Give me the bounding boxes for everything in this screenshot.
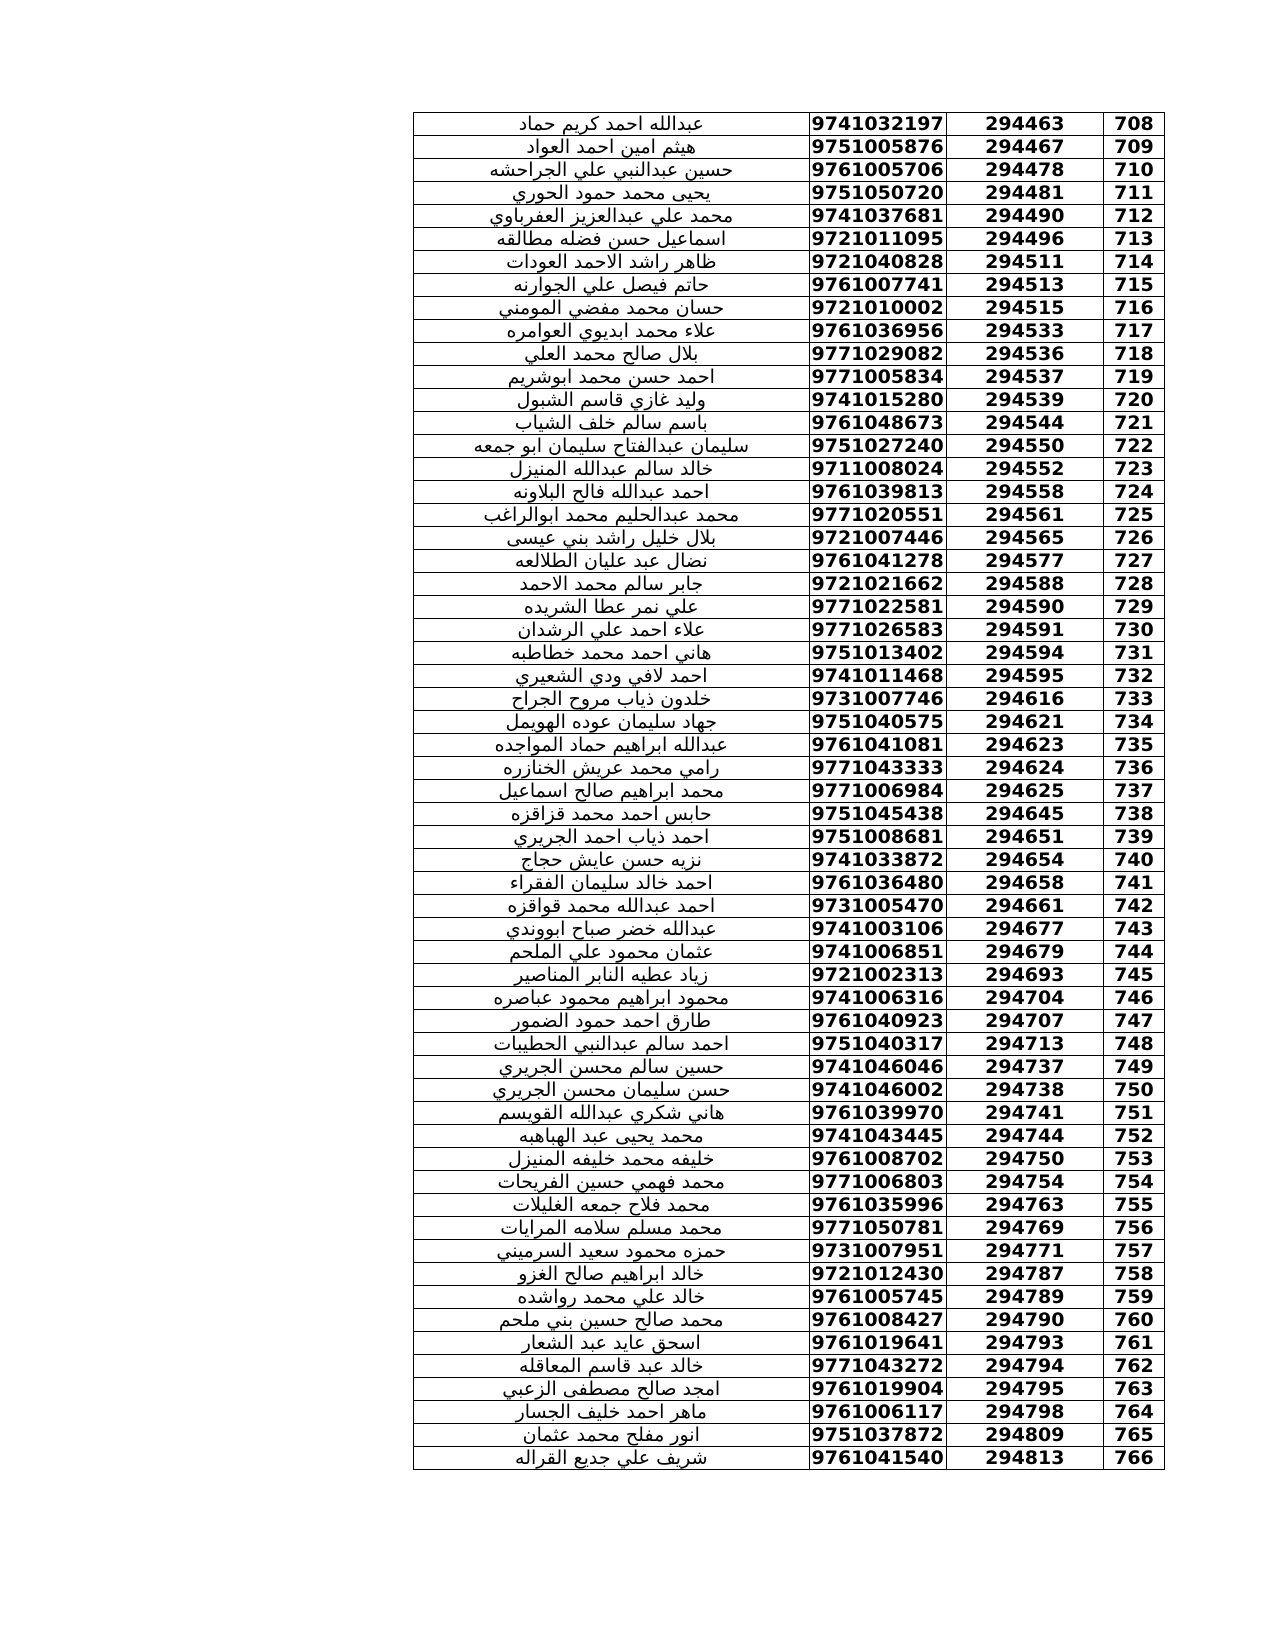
sequence-number-cell: 716 — [1103, 297, 1164, 320]
national-id-cell: 9771006803 — [809, 1171, 946, 1194]
national-id-cell: 9761040923 — [809, 1010, 946, 1033]
sequence-number-cell: 709 — [1103, 136, 1164, 159]
sequence-number-cell: 728 — [1103, 573, 1164, 596]
table-row — [414, 458, 1165, 481]
record-code-cell: 294654 — [946, 849, 1103, 872]
record-code-cell: 294616 — [946, 688, 1103, 711]
person-name-cell: حسين سالم محسن الجريري — [414, 1056, 810, 1079]
sequence-number-cell: 719 — [1103, 366, 1164, 389]
sequence-number-cell: 727 — [1103, 550, 1164, 573]
table-row — [414, 826, 1165, 849]
table-row — [414, 964, 1165, 987]
table-row — [414, 1286, 1165, 1309]
table-row — [414, 1171, 1165, 1194]
national-id-cell: 9761005706 — [809, 159, 946, 182]
sequence-number-cell: 755 — [1103, 1194, 1164, 1217]
sequence-number-cell: 748 — [1103, 1033, 1164, 1056]
table-row — [414, 1309, 1165, 1332]
national-id-cell: 9761006117 — [809, 1401, 946, 1424]
table-row — [414, 1010, 1165, 1033]
national-id-cell: 9721012430 — [809, 1263, 946, 1286]
record-code-cell: 294577 — [946, 550, 1103, 573]
record-code-cell: 294496 — [946, 228, 1103, 251]
sequence-number-cell: 733 — [1103, 688, 1164, 711]
person-name-cell: احمد لافي ودي الشعيري — [414, 665, 810, 688]
sequence-number-cell: 753 — [1103, 1148, 1164, 1171]
person-name-cell: محمد علي عبدالعزيز العفرباوي — [414, 205, 810, 228]
national-id-cell: 9771020551 — [809, 504, 946, 527]
person-name-cell: محمد فلاح جمعه الغليلات — [414, 1194, 810, 1217]
national-id-cell: 9761008702 — [809, 1148, 946, 1171]
table-row — [414, 297, 1165, 320]
table-row — [414, 596, 1165, 619]
table-row — [414, 1056, 1165, 1079]
national-id-cell: 9771022581 — [809, 596, 946, 619]
table-row — [414, 1263, 1165, 1286]
record-code-cell: 294763 — [946, 1194, 1103, 1217]
sequence-number-cell: 739 — [1103, 826, 1164, 849]
national-id-cell: 9761008427 — [809, 1309, 946, 1332]
person-name-cell: زياد عطيه النابر المناصير — [414, 964, 810, 987]
table-row — [414, 734, 1165, 757]
table-row — [414, 1217, 1165, 1240]
record-code-cell: 294624 — [946, 757, 1103, 780]
national-id-cell: 9771050781 — [809, 1217, 946, 1240]
person-name-cell: طارق احمد حمود الضمور — [414, 1010, 810, 1033]
national-id-cell: 9741037681 — [809, 205, 946, 228]
table-row — [414, 1033, 1165, 1056]
person-name-cell: علاء محمد ابديوي العوامره — [414, 320, 810, 343]
record-code-cell: 294478 — [946, 159, 1103, 182]
table-row — [414, 113, 1165, 136]
table-row — [414, 1378, 1165, 1401]
table-row — [414, 941, 1165, 964]
national-id-cell: 9711008024 — [809, 458, 946, 481]
sequence-number-cell: 720 — [1103, 389, 1164, 412]
person-name-cell: محمد ابراهيم صالح اسماعيل — [414, 780, 810, 803]
sequence-number-cell: 729 — [1103, 596, 1164, 619]
person-name-cell: جهاد سليمان عوده الهويمل — [414, 711, 810, 734]
person-name-cell: حسان محمد مفضي المومني — [414, 297, 810, 320]
national-id-cell: 9741006316 — [809, 987, 946, 1010]
sequence-number-cell: 711 — [1103, 182, 1164, 205]
sequence-number-cell: 741 — [1103, 872, 1164, 895]
national-id-cell: 9751040317 — [809, 1033, 946, 1056]
record-code-cell: 294565 — [946, 527, 1103, 550]
person-name-cell: ماهر احمد خليف الجسار — [414, 1401, 810, 1424]
record-code-cell: 294625 — [946, 780, 1103, 803]
record-code-cell: 294661 — [946, 895, 1103, 918]
table-row — [414, 642, 1165, 665]
record-code-cell: 294621 — [946, 711, 1103, 734]
sequence-number-cell: 759 — [1103, 1286, 1164, 1309]
sequence-number-cell: 749 — [1103, 1056, 1164, 1079]
record-code-cell: 294544 — [946, 412, 1103, 435]
table-row — [414, 711, 1165, 734]
national-id-cell: 9751040575 — [809, 711, 946, 734]
sequence-number-cell: 764 — [1103, 1401, 1164, 1424]
person-name-cell: نضال عبد عليان الطلالعه — [414, 550, 810, 573]
table-row — [414, 182, 1165, 205]
sequence-number-cell: 736 — [1103, 757, 1164, 780]
sequence-number-cell: 718 — [1103, 343, 1164, 366]
person-name-cell: علاء احمد علي الرشدان — [414, 619, 810, 642]
national-id-cell: 9771006984 — [809, 780, 946, 803]
sequence-number-cell: 756 — [1103, 1217, 1164, 1240]
sequence-number-cell: 762 — [1103, 1355, 1164, 1378]
national-id-cell: 9761005745 — [809, 1286, 946, 1309]
national-id-cell: 9761036956 — [809, 320, 946, 343]
sequence-number-cell: 730 — [1103, 619, 1164, 642]
record-code-cell: 294645 — [946, 803, 1103, 826]
person-name-cell: حابس احمد محمد قزاقزه — [414, 803, 810, 826]
national-id-cell: 9741003106 — [809, 918, 946, 941]
person-name-cell: يحيى محمد حمود الحوري — [414, 182, 810, 205]
national-id-cell: 9721010002 — [809, 297, 946, 320]
sequence-number-cell: 732 — [1103, 665, 1164, 688]
national-id-cell: 9751050720 — [809, 182, 946, 205]
person-name-cell: امجد صالح مصطفى الزعبي — [414, 1378, 810, 1401]
record-code-cell: 294704 — [946, 987, 1103, 1010]
table-row — [414, 573, 1165, 596]
person-name-cell: احمد خالد سليمان الفقراء — [414, 872, 810, 895]
person-name-cell: احمد عبدالله فالح البلاونه — [414, 481, 810, 504]
national-id-cell: 9721021662 — [809, 573, 946, 596]
person-name-cell: حسن سليمان محسن الجريري — [414, 1079, 810, 1102]
sequence-number-cell: 717 — [1103, 320, 1164, 343]
national-id-cell: 9761041540 — [809, 1447, 946, 1470]
table-row — [414, 1424, 1165, 1447]
national-id-cell: 9761036480 — [809, 872, 946, 895]
table-row — [414, 504, 1165, 527]
national-id-cell: 9761007741 — [809, 274, 946, 297]
record-code-cell: 294769 — [946, 1217, 1103, 1240]
record-code-cell: 294707 — [946, 1010, 1103, 1033]
record-code-cell: 294744 — [946, 1125, 1103, 1148]
record-code-cell: 294789 — [946, 1286, 1103, 1309]
sequence-number-cell: 712 — [1103, 205, 1164, 228]
table-row — [414, 550, 1165, 573]
record-code-cell: 294590 — [946, 596, 1103, 619]
record-code-cell: 294651 — [946, 826, 1103, 849]
person-name-cell: حسين عبدالنبي علي الجراحشه — [414, 159, 810, 182]
table-row — [414, 228, 1165, 251]
person-name-cell: رامي محمد عريش الخنازره — [414, 757, 810, 780]
national-id-cell: 9761019904 — [809, 1378, 946, 1401]
record-code-cell: 294561 — [946, 504, 1103, 527]
national-id-cell: 9771005834 — [809, 366, 946, 389]
table-row — [414, 320, 1165, 343]
person-name-cell: محمد مسلم سلامه المرايات — [414, 1217, 810, 1240]
table-row — [414, 803, 1165, 826]
person-name-cell: خالد علي محمد رواشده — [414, 1286, 810, 1309]
sequence-number-cell: 751 — [1103, 1102, 1164, 1125]
national-id-cell: 9741006851 — [809, 941, 946, 964]
record-code-cell: 294677 — [946, 918, 1103, 941]
national-id-cell: 9761041278 — [809, 550, 946, 573]
national-id-cell: 9761019641 — [809, 1332, 946, 1355]
person-name-cell: خليفه محمد خليفه المنيزل — [414, 1148, 810, 1171]
table-row — [414, 527, 1165, 550]
sequence-number-cell: 758 — [1103, 1263, 1164, 1286]
table-row — [414, 1401, 1165, 1424]
person-name-cell: احمد حسن محمد ابوشريم — [414, 366, 810, 389]
sequence-number-cell: 734 — [1103, 711, 1164, 734]
national-id-cell: 9721011095 — [809, 228, 946, 251]
national-id-cell: 9761039970 — [809, 1102, 946, 1125]
national-id-cell: 9721002313 — [809, 964, 946, 987]
table-row — [414, 1148, 1165, 1171]
person-name-cell: جابر سالم محمد الاحمد — [414, 573, 810, 596]
record-code-cell: 294787 — [946, 1263, 1103, 1286]
table-row — [414, 366, 1165, 389]
table-row — [414, 987, 1165, 1010]
sequence-number-cell: 746 — [1103, 987, 1164, 1010]
record-code-cell: 294595 — [946, 665, 1103, 688]
sequence-number-cell: 722 — [1103, 435, 1164, 458]
record-code-cell: 294795 — [946, 1378, 1103, 1401]
record-code-cell: 294741 — [946, 1102, 1103, 1125]
sequence-number-cell: 713 — [1103, 228, 1164, 251]
table-row — [414, 688, 1165, 711]
sequence-number-cell: 744 — [1103, 941, 1164, 964]
person-name-cell: اسماعيل حسن فضله مطالقه — [414, 228, 810, 251]
person-name-cell: انور مفلح محمد عثمان — [414, 1424, 810, 1447]
record-code-cell: 294550 — [946, 435, 1103, 458]
sequence-number-cell: 766 — [1103, 1447, 1164, 1470]
person-name-cell: بلال خليل راشد بني عيسى — [414, 527, 810, 550]
sequence-number-cell: 760 — [1103, 1309, 1164, 1332]
table-row — [414, 251, 1165, 274]
sequence-number-cell: 735 — [1103, 734, 1164, 757]
national-id-cell: 9731007951 — [809, 1240, 946, 1263]
table-row — [414, 389, 1165, 412]
sequence-number-cell: 747 — [1103, 1010, 1164, 1033]
table-row — [414, 1332, 1165, 1355]
person-name-cell: احمد عبدالله محمد قواقزه — [414, 895, 810, 918]
person-name-cell: هاني شكري عبدالله القويسم — [414, 1102, 810, 1125]
person-name-cell: خالد عبد قاسم المعاقله — [414, 1355, 810, 1378]
person-name-cell: عبدالله ابراهيم حماد المواجده — [414, 734, 810, 757]
record-code-cell: 294813 — [946, 1447, 1103, 1470]
sequence-number-cell: 743 — [1103, 918, 1164, 941]
person-name-cell: اسحق عايد عبد الشعار — [414, 1332, 810, 1355]
person-name-cell: علي نمر عطا الشريده — [414, 596, 810, 619]
national-id-cell: 9751037872 — [809, 1424, 946, 1447]
national-id-cell: 9741043445 — [809, 1125, 946, 1148]
sequence-number-cell: 738 — [1103, 803, 1164, 826]
person-name-cell: حمزه محمود سعيد السرميني — [414, 1240, 810, 1263]
table-row — [414, 136, 1165, 159]
person-name-cell: هاني احمد محمد خطاطبه — [414, 642, 810, 665]
person-name-cell: محمد فهمي حسين الفريحات — [414, 1171, 810, 1194]
sequence-number-cell: 710 — [1103, 159, 1164, 182]
person-name-cell: سليمان عبدالفتاح سليمان ابو جمعه — [414, 435, 810, 458]
record-code-cell: 294481 — [946, 182, 1103, 205]
record-code-cell: 294463 — [946, 113, 1103, 136]
national-id-cell: 9741046002 — [809, 1079, 946, 1102]
record-code-cell: 294539 — [946, 389, 1103, 412]
record-code-cell: 294754 — [946, 1171, 1103, 1194]
national-id-cell: 9761035996 — [809, 1194, 946, 1217]
table-row — [414, 1125, 1165, 1148]
record-code-cell: 294737 — [946, 1056, 1103, 1079]
sequence-number-cell: 752 — [1103, 1125, 1164, 1148]
national-id-cell: 9761039813 — [809, 481, 946, 504]
table-row — [414, 757, 1165, 780]
record-code-cell: 294558 — [946, 481, 1103, 504]
table-row — [414, 159, 1165, 182]
table-row — [414, 872, 1165, 895]
record-code-cell: 294552 — [946, 458, 1103, 481]
person-name-cell: باسم سالم خلف الشياب — [414, 412, 810, 435]
record-code-cell: 294794 — [946, 1355, 1103, 1378]
sequence-number-cell: 757 — [1103, 1240, 1164, 1263]
national-id-cell: 9751005876 — [809, 136, 946, 159]
table-row — [414, 412, 1165, 435]
sequence-number-cell: 740 — [1103, 849, 1164, 872]
table-row — [414, 1355, 1165, 1378]
person-name-cell: احمد سالم عبدالنبي الحطيبات — [414, 1033, 810, 1056]
person-name-cell: محمد صالح حسين بني ملحم — [414, 1309, 810, 1332]
record-code-cell: 294490 — [946, 205, 1103, 228]
record-code-cell: 294693 — [946, 964, 1103, 987]
record-code-cell: 294536 — [946, 343, 1103, 366]
record-code-cell: 294809 — [946, 1424, 1103, 1447]
sequence-number-cell: 754 — [1103, 1171, 1164, 1194]
sequence-number-cell: 763 — [1103, 1378, 1164, 1401]
national-id-cell: 9761048673 — [809, 412, 946, 435]
national-id-cell: 9771026583 — [809, 619, 946, 642]
national-id-cell: 9731007746 — [809, 688, 946, 711]
table-row — [414, 1447, 1165, 1470]
national-id-cell: 9721007446 — [809, 527, 946, 550]
record-code-cell: 294513 — [946, 274, 1103, 297]
table-row — [414, 665, 1165, 688]
roster-body — [414, 113, 1165, 1470]
record-code-cell: 294588 — [946, 573, 1103, 596]
national-id-cell: 9761041081 — [809, 734, 946, 757]
sequence-number-cell: 750 — [1103, 1079, 1164, 1102]
person-name-cell: عبدالله خضر صباح ابووندي — [414, 918, 810, 941]
table-row — [414, 343, 1165, 366]
sequence-number-cell: 745 — [1103, 964, 1164, 987]
person-name-cell: نزيه حسن عايش حجاج — [414, 849, 810, 872]
national-id-cell: 9771043333 — [809, 757, 946, 780]
sequence-number-cell: 724 — [1103, 481, 1164, 504]
person-name-cell: محمود ابراهيم محمود عباصره — [414, 987, 810, 1010]
record-code-cell: 294790 — [946, 1309, 1103, 1332]
record-code-cell: 294798 — [946, 1401, 1103, 1424]
national-id-cell: 9751013402 — [809, 642, 946, 665]
record-code-cell: 294511 — [946, 251, 1103, 274]
record-code-cell: 294750 — [946, 1148, 1103, 1171]
record-code-cell: 294537 — [946, 366, 1103, 389]
record-code-cell: 294591 — [946, 619, 1103, 642]
table-row — [414, 1240, 1165, 1263]
national-id-cell: 9771029082 — [809, 343, 946, 366]
national-id-cell: 9741033872 — [809, 849, 946, 872]
person-name-cell: محمد يحيى عبد الهباهبه — [414, 1125, 810, 1148]
table-row — [414, 849, 1165, 872]
table-row — [414, 780, 1165, 803]
person-name-cell: احمد ذياب احمد الجريري — [414, 826, 810, 849]
table-row — [414, 205, 1165, 228]
national-id-cell: 9741032197 — [809, 113, 946, 136]
national-id-cell: 9751027240 — [809, 435, 946, 458]
person-name-cell: شريف علي جديع القراله — [414, 1447, 810, 1470]
record-code-cell: 294623 — [946, 734, 1103, 757]
person-name-cell: محمد عبدالحليم محمد ابوالراغب — [414, 504, 810, 527]
sequence-number-cell: 714 — [1103, 251, 1164, 274]
sequence-number-cell: 742 — [1103, 895, 1164, 918]
record-code-cell: 294467 — [946, 136, 1103, 159]
table-row — [414, 1194, 1165, 1217]
table-row — [414, 918, 1165, 941]
table-row — [414, 274, 1165, 297]
sequence-number-cell: 723 — [1103, 458, 1164, 481]
person-name-cell: حاتم فيصل علي الجوارنه — [414, 274, 810, 297]
record-code-cell: 294533 — [946, 320, 1103, 343]
sequence-number-cell: 715 — [1103, 274, 1164, 297]
person-name-cell: خلدون ذياب مروح الجراح — [414, 688, 810, 711]
sequence-number-cell: 721 — [1103, 412, 1164, 435]
person-name-cell: ظاهر راشد الاحمد العودات — [414, 251, 810, 274]
person-name-cell: بلال صالح محمد العلي — [414, 343, 810, 366]
table-row — [414, 1079, 1165, 1102]
record-code-cell: 294771 — [946, 1240, 1103, 1263]
national-id-cell: 9751008681 — [809, 826, 946, 849]
person-name-cell: خالد ابراهيم صالح الغزو — [414, 1263, 810, 1286]
national-id-cell: 9771043272 — [809, 1355, 946, 1378]
table-row — [414, 481, 1165, 504]
table-row — [414, 435, 1165, 458]
sequence-number-cell: 726 — [1103, 527, 1164, 550]
national-id-cell: 9721040828 — [809, 251, 946, 274]
person-name-cell: عبدالله احمد كريم حماد — [414, 113, 810, 136]
national-id-cell: 9751045438 — [809, 803, 946, 826]
sequence-number-cell: 765 — [1103, 1424, 1164, 1447]
record-code-cell: 294594 — [946, 642, 1103, 665]
record-code-cell: 294713 — [946, 1033, 1103, 1056]
national-id-cell: 9741011468 — [809, 665, 946, 688]
person-name-cell: هيثم امين احمد العواد — [414, 136, 810, 159]
table-row — [414, 1102, 1165, 1125]
sequence-number-cell: 761 — [1103, 1332, 1164, 1355]
national-id-cell: 9741015280 — [809, 389, 946, 412]
sequence-number-cell: 731 — [1103, 642, 1164, 665]
record-code-cell: 294679 — [946, 941, 1103, 964]
person-name-cell: وليد غازي قاسم الشبول — [414, 389, 810, 412]
record-code-cell: 294793 — [946, 1332, 1103, 1355]
person-name-cell: خالد سالم عبدالله المنيزل — [414, 458, 810, 481]
national-id-cell: 9741046046 — [809, 1056, 946, 1079]
table-row — [414, 619, 1165, 642]
sequence-number-cell: 725 — [1103, 504, 1164, 527]
sequence-number-cell: 708 — [1103, 113, 1164, 136]
record-code-cell: 294515 — [946, 297, 1103, 320]
record-code-cell: 294738 — [946, 1079, 1103, 1102]
sequence-number-cell: 737 — [1103, 780, 1164, 803]
table-row — [414, 895, 1165, 918]
record-code-cell: 294658 — [946, 872, 1103, 895]
roster-table — [413, 112, 1165, 1470]
person-name-cell: عثمان محمود علي الملحم — [414, 941, 810, 964]
national-id-cell: 9731005470 — [809, 895, 946, 918]
